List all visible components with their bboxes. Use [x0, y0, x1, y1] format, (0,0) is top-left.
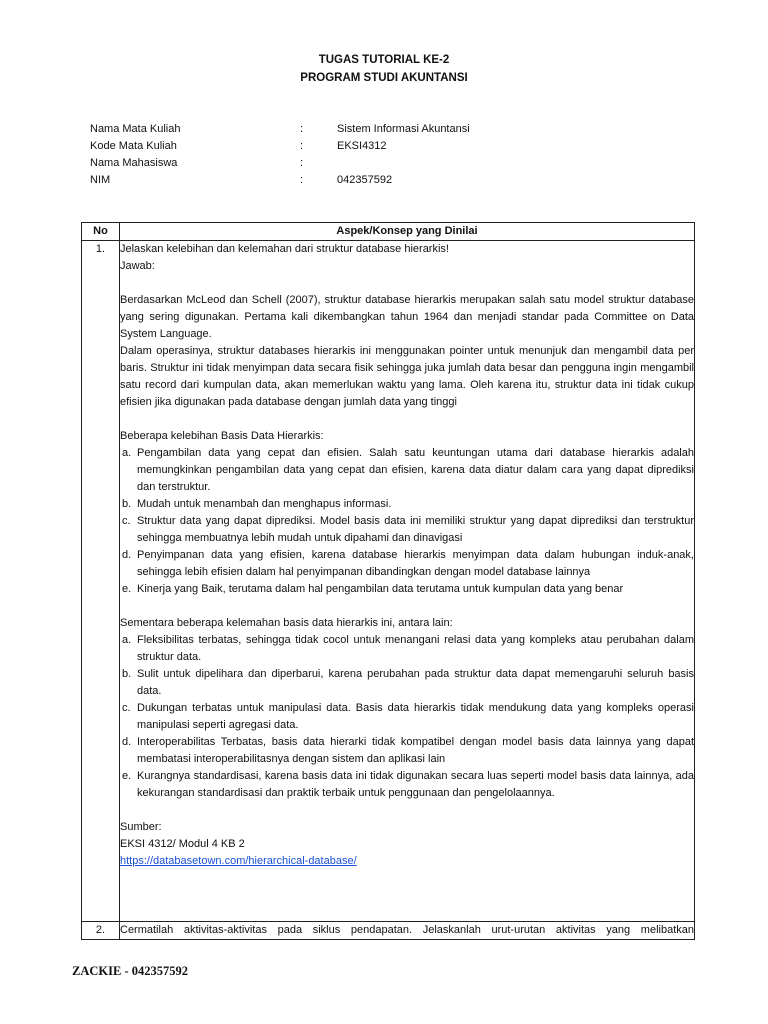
list-marker: e. — [122, 583, 132, 595]
list-item-text: Mudah untuk menambah dan menghapus informasi. — [137, 498, 392, 510]
list-item-text: Struktur data yang dapat diprediksi. Model basis data ini memiliki struktur yang dapat diprediksi dan terstruktur sehingga membuatnya lebih mudah untuk dipahami dan dinavigasi — [137, 515, 694, 544]
list-marker: d. — [122, 736, 132, 748]
list-item — [120, 734, 694, 768]
list-item — [120, 666, 694, 700]
list-item — [120, 547, 694, 581]
list-item — [120, 632, 694, 666]
list-item — [120, 445, 694, 496]
source-link-line — [120, 853, 694, 870]
table-row — [82, 241, 695, 922]
info-row-nim — [90, 172, 590, 189]
list-marker: c. — [122, 515, 131, 527]
disadvantages-intro: Sementara beberapa kelemahan basis data hierarkis ini, antara lain: — [120, 617, 453, 629]
info-colon: : — [300, 123, 304, 135]
info-label: Kode Mata Kuliah — [90, 140, 177, 152]
table-header-row — [82, 223, 695, 241]
advantages-list — [120, 445, 694, 598]
info-row-student-name — [90, 155, 590, 172]
question-text: Jelaskan kelebihan dan kelemahan dari struktur database hierarkis! — [120, 243, 449, 255]
list-marker: c. — [122, 702, 131, 714]
list-marker: a. — [122, 634, 132, 646]
list-marker: e. — [122, 770, 132, 782]
source-link[interactable]: https://databasetown.com/hierarchical-database/ — [120, 855, 357, 867]
source-label: Sumber: — [120, 821, 162, 833]
list-item-text: Sulit untuk dipelihara dan diperbarui, karena perubahan pada struktur data dapat memengaruhi seluruh basis data. — [137, 668, 694, 697]
question-text: Cermatilah aktivitas-aktivitas pada siklus pendapatan. Jelaskanlah urut-urutan aktivitas yang melibatkan — [120, 924, 694, 936]
header-aspect: Aspek/Konsep yang Dinilai — [120, 223, 695, 241]
list-item-text: Interoperabilitas Terbatas, basis data hierarki tidak kompatibel dengan model basis data lainnya yang dapat membatasi interoperabilitasnya dengan sistem dan aplikasi lain — [137, 736, 694, 765]
answer-paragraph: Dalam operasinya, struktur databases hierarkis ini menggunakan pointer untuk menunjuk dan mengambil data per baris. Struktur ini tidak menyimpan data secara fisik sehingga juka jumlah data besar dan pengguna ingin mengambil satu record dari kumpulan data, akan memerlukan waktu yang lama. Oleh karena itu, struktur data ini tidak cukup efisien jika digunakan pada database dengan jumlah data yang tinggi — [120, 345, 694, 408]
assessment-table — [81, 222, 695, 940]
list-marker: a. — [122, 447, 132, 459]
advantages-intro: Beberapa kelebihan Basis Data Hierarkis: — [120, 430, 324, 442]
info-value: EKSI4312 — [337, 140, 387, 152]
student-info — [90, 121, 590, 189]
list-marker: b. — [122, 498, 132, 510]
answer-paragraph: Berdasarkan McLeod dan Schell (2007), struktur database hierarkis merupakan salah satu model struktur database yang sering digunakan. Pertama kali dikembangkan tahun 1964 dan menjadi standar pada Committee on Data System Language. — [120, 294, 694, 340]
info-colon: : — [300, 174, 304, 186]
list-item-text: Kinerja yang Baik, terutama dalam hal pengambilan data terutama untuk kumpulan data yang benar — [137, 583, 624, 595]
doc-subtitle: PROGRAM STUDI AKUNTANSI — [300, 72, 468, 84]
footer-student-id: ZACKIE - 042357592 — [72, 964, 188, 978]
header-no: No — [82, 223, 120, 241]
list-marker: d. — [122, 549, 132, 561]
row-content — [120, 241, 695, 922]
info-label: NIM — [90, 174, 111, 186]
info-row-course-name — [90, 121, 590, 138]
info-colon: : — [300, 157, 304, 169]
row-content — [120, 922, 695, 940]
row-number: 2. — [82, 922, 120, 940]
info-label: Nama Mata Kuliah — [90, 123, 181, 135]
list-item-text: Kurangnya standardisasi, karena basis data ini tidak digunakan secara luas seperti model basis data lainnya, ada kekurangan standardisasi dan praktik terbaik untuk penggunaan dan pengelolaannya. — [137, 770, 694, 799]
list-item-text: Penyimpanan data yang efisien, karena database hierarkis menyimpan data dalam hubungan induk-anak, sehingga lebih efisien dalam hal penyimpanan dibandingkan dengan model database lainnya — [137, 549, 694, 578]
source-reference: EKSI 4312/ Modul 4 KB 2 — [120, 838, 245, 850]
list-item-text: Pengambilan data yang cepat dan efisien. Salah satu keuntungan utama dari database hierarkis adalah memungkinkan pengambilan data yang cepat dan efisien, karena data diatur dalam cara yang dapat diprediksi dan terstruktur. — [137, 447, 694, 493]
info-row-course-code — [90, 138, 590, 155]
row-number: 1. — [82, 241, 120, 922]
list-item — [120, 700, 694, 734]
list-item-text: Dukungan terbatas untuk manipulasi data. Basis data hierarkis tidak mendukung data yang kompleks operasi manipulasi seperti agregasi data. — [137, 702, 694, 731]
info-value: Sistem Informasi Akuntansi — [337, 123, 470, 135]
answer-label: Jawab: — [120, 260, 155, 272]
list-item — [120, 581, 694, 598]
info-colon: : — [300, 140, 304, 152]
list-item-text: Fleksibilitas terbatas, sehingga tidak cocol untuk menangani relasi data yang kompleks atau perubahan dalam struktur data. — [137, 634, 694, 663]
doc-title: TUGAS TUTORIAL KE-2 — [318, 54, 450, 66]
info-label: Nama Mahasiswa — [90, 157, 178, 169]
disadvantages-list — [120, 632, 694, 802]
list-marker: b. — [122, 668, 132, 680]
list-item — [120, 513, 694, 547]
list-item — [120, 768, 694, 802]
table-row — [82, 922, 695, 940]
info-value: 042357592 — [337, 174, 393, 186]
list-item — [120, 496, 694, 513]
